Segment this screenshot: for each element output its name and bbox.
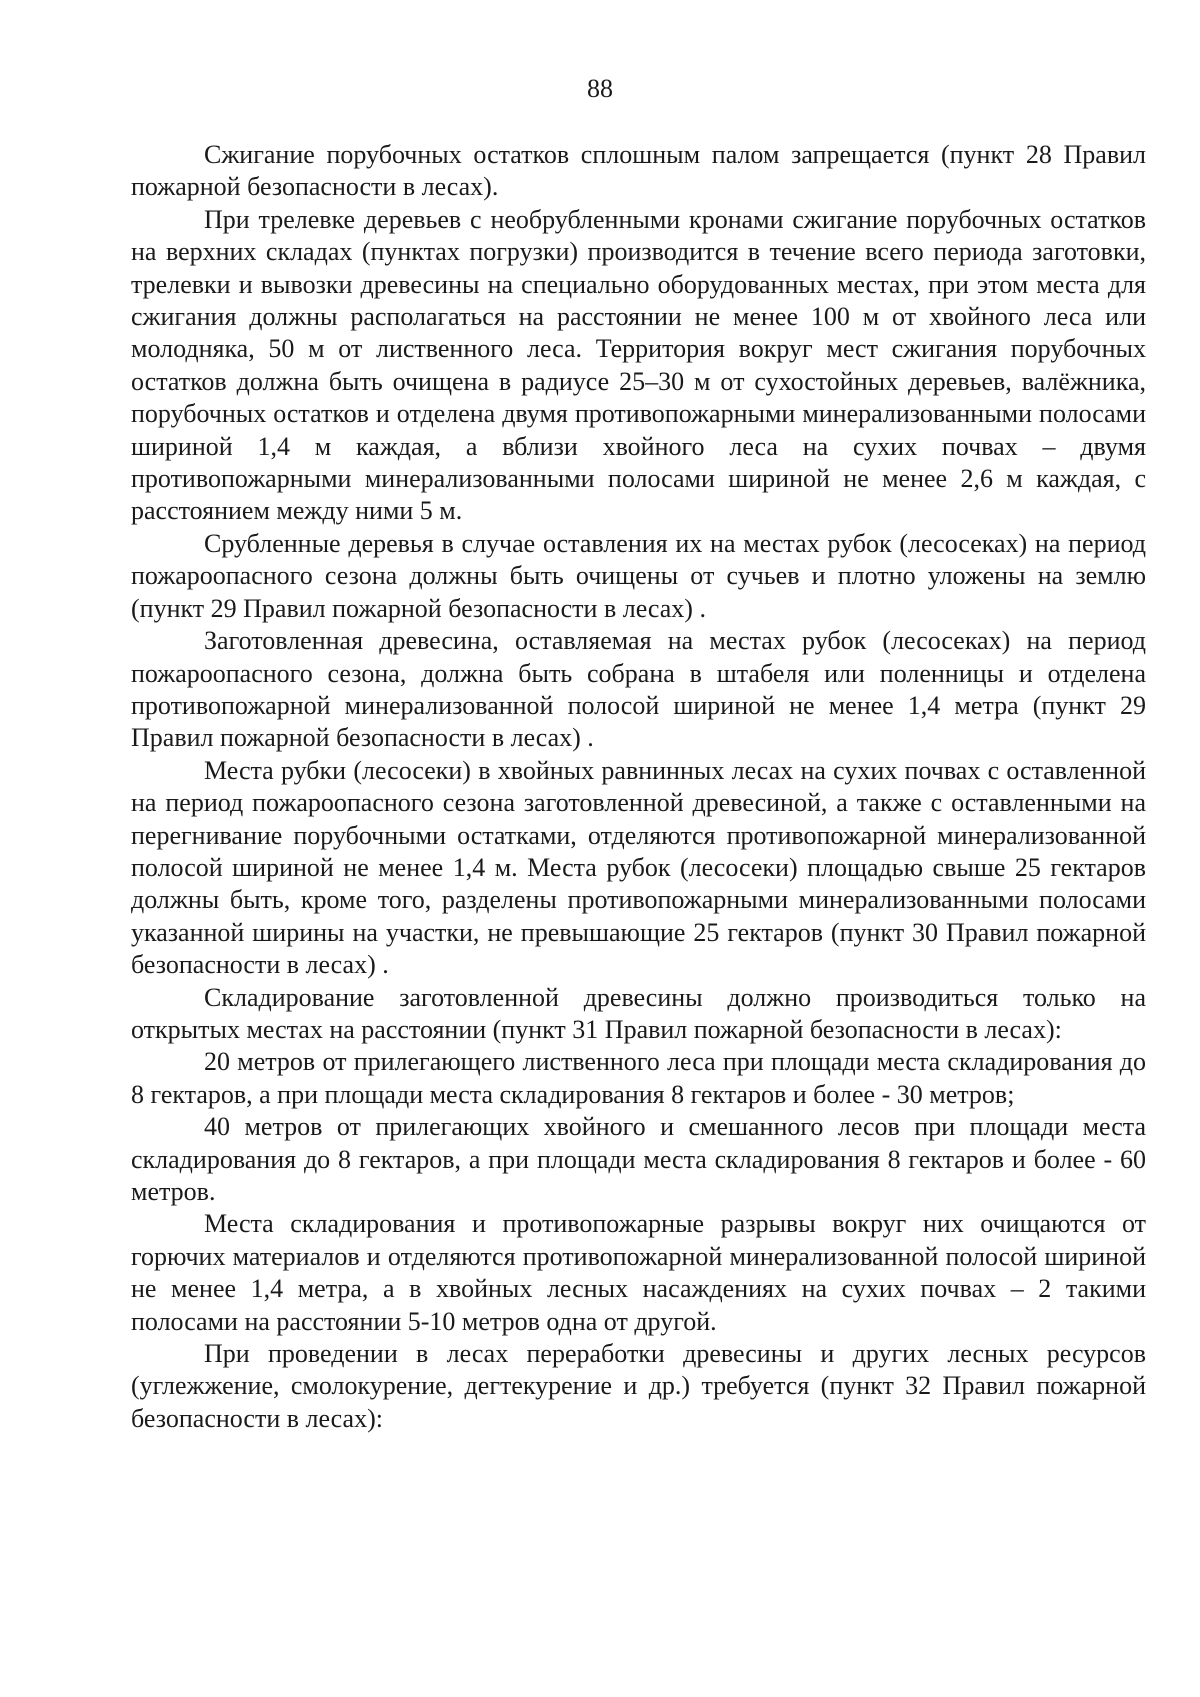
paragraph: Места рубки (лесосеки) в хвойных равнинных лесах на сухих почвах с оставленной на период пожароопасного сезона заготовленной древесиной, а также с оставленными на перегнивание порубочными остатками, отделяются противопожарной минерализованной полосой шириной не менее 1,4 м. Места рубок (лесосеки) площадью свыше 25 гектаров должны быть, кроме того, разделены противопожарными минерализованными полосами указанной ширины на участки, не превышающие 25 гектаров (пункт 30 Правил пожарной безопасности в лесах) . xyxy=(131,755,1146,980)
paragraph: 20 метров от прилегающего лиственного леса при площади места складирования до 8 гектаров, а при площади места складирования 8 гектаров и более - 30 метров; xyxy=(131,1047,1146,1109)
paragraph: Складирование заготовленной древесины должно производиться только на открытых местах на расстоянии (пункт 31 Правил пожарной безопасности в лесах): xyxy=(131,982,1146,1044)
document-body xyxy=(131,139,1146,1435)
paragraph: При трелевке деревьев с необрубленными кронами сжигание порубочных остатков на верхних складах (пунктах погрузки) производится в течение всего периода заготовки, трелевки и вывозки древесины на специально оборудованных местах, при этом места для сжигания должны располагаться на расстоянии не менее 100 м от хвойного леса или молодняка, 50 м от лиственного леса. Территория вокруг мест сжигания порубочных остатков должна быть очищена в радиусе 25–30 м от сухостойных деревьев, валёжника, порубочных остатков и отделена двумя противопожарными минерализованными полосами шириной 1,4 м каждая, а вблизи хвойного леса на сухих почвах – двумя противопожарными минерализованными полосами шириной не менее 2,6 м каждая, с расстоянием между ними 5 м. xyxy=(131,204,1146,526)
paragraph: 40 метров от прилегающих хвойного и смешанного лесов при площади места складирования до 8 гектаров, а при площади места складирования 8 гектаров и более - 60 метров. xyxy=(131,1112,1146,1206)
page-number: 88 xyxy=(587,74,613,103)
paragraph: Места складирования и противопожарные разрывы вокруг них очищаются от горючих материалов и отделяются противопожарной минерализованной полосой шириной не менее 1,4 метра, а в хвойных лесных насаждениях на сухих почвах – 2 такими полосами на расстоянии 5-10 метров одна от другой. xyxy=(131,1209,1146,1336)
paragraph: При проведении в лесах переработки древесины и других лесных ресурсов (углежжение, смолокурение, дегтекурение и др.) требуется (пункт 32 Правил пожарной безопасности в лесах): xyxy=(131,1339,1146,1433)
paragraph: Срубленные деревья в случае оставления их на местах рубок (лесосеках) на период пожароопасного сезона должны быть очищены от сучьев и плотно уложены на землю (пункт 29 Правил пожарной безопасности в лесах) . xyxy=(131,528,1146,623)
paragraph: Сжигание порубочных остатков сплошным палом запрещается (пункт 28 Правил пожарной безопасности в лесах). xyxy=(131,140,1146,202)
paragraph: Заготовленная древесина, оставляемая на местах рубок (лесосеках) на период пожароопасного сезона, должна быть собрана в штабеля или поленницы и отделена противопожарной минерализованной полосой шириной не менее 1,4 метра (пункт 29 Правил пожарной безопасности в лесах) . xyxy=(131,626,1146,753)
